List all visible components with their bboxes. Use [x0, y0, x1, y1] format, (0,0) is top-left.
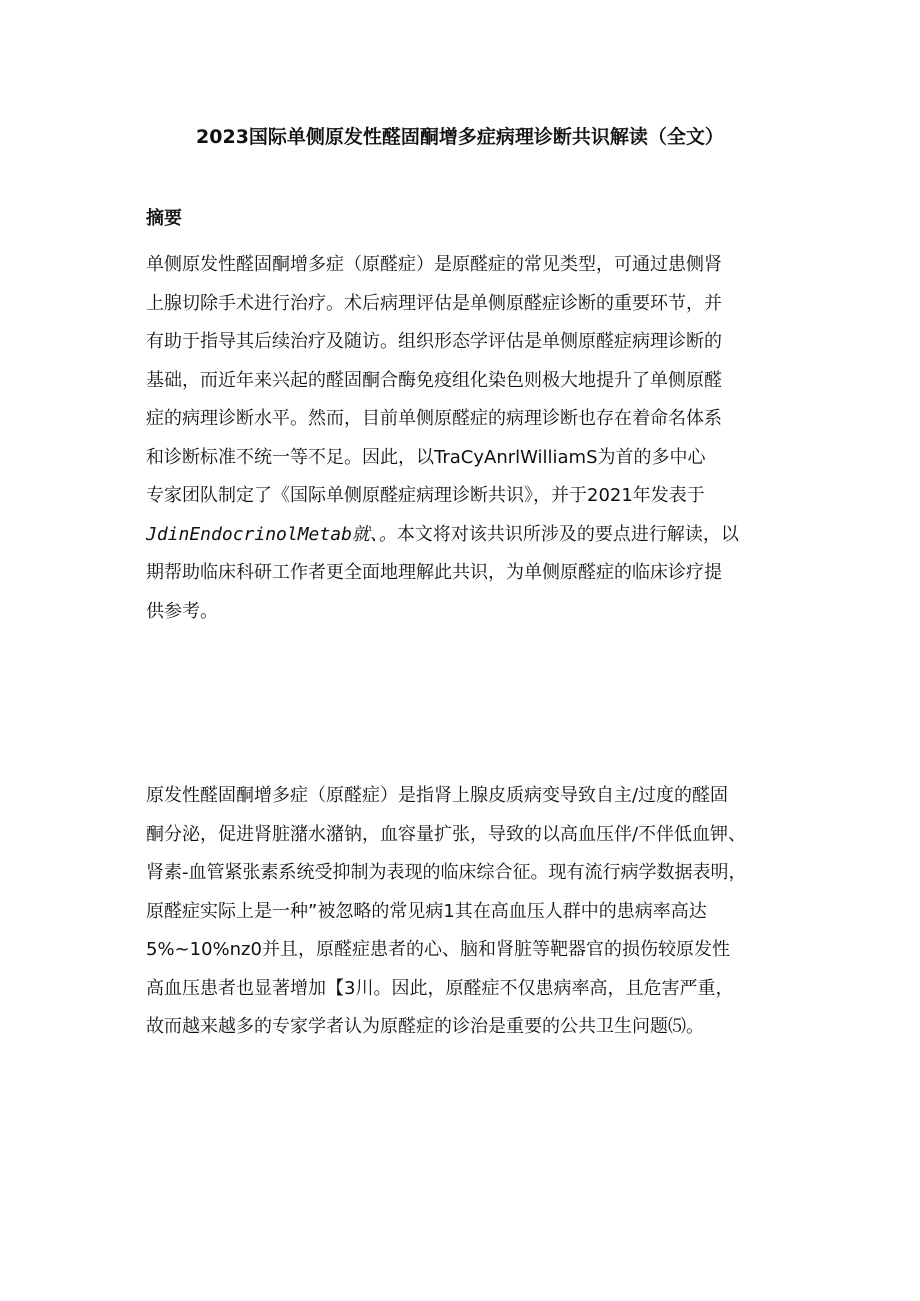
text-line: 5%~10%nz0并且，原醛症患者的心、脑和肾脏等靶器官的损伤较原发性	[146, 939, 730, 960]
abstract-paragraph	[146, 246, 796, 631]
text-line: 肾素-血管紧张素系统受抑制为表现的临床综合征。现有流行病学数据表明，	[146, 862, 747, 883]
text-line-journal	[146, 516, 796, 555]
text-line: 症的病理诊断水平。然而，目前单侧原醛症的病理诊断也存在着命名体系	[146, 408, 722, 429]
text-line: 专家团队制定了《国际单侧原醛症病理诊断共识》，并于2021年发表于	[146, 485, 705, 506]
text-line: 酮分泌，促进肾脏潴水潴钠，血容量扩张，导致的以高血压伴/不伴低血钾、	[146, 823, 747, 845]
text-line: 上腺切除手术进行治疗。术后病理评估是单侧原醛症诊断的重要环节，并	[146, 292, 722, 314]
body-paragraph	[146, 777, 796, 1047]
journal-name: JdinEndocrinolMetab就、。	[146, 523, 397, 545]
text-line: 单侧原发性醛固酮增多症（原醛症）是原醛症的常见类型，可通过患侧肾	[146, 254, 722, 275]
abstract-heading: 摘要	[146, 208, 182, 229]
journal-line-rest: 本文将对该共识所涉及的要点进行解读，以	[396, 523, 739, 545]
text-line: 故而越来越多的专家学者认为原醛症的诊治是重要的公共卫生问题⑸。	[146, 1016, 704, 1037]
text-line: 高血压患者也显著增加【3川。因此，原醛症不仅患病率高，且危害严重，	[146, 977, 734, 999]
text-line: 原醛症实际上是一种”被忽略的常见病1其在高血压人群中的患病率高达	[146, 900, 707, 922]
text-line: 和诊断标准不统一等不足。因此，以TraCyAnrlWilliamS为首的多中心	[146, 446, 706, 468]
text-line: 供参考。	[146, 600, 218, 622]
text-line: 基础，而近年来兴起的醛固酮合酶免疫组化染色则极大地提升了单侧原醛	[146, 369, 722, 391]
text-line: 期帮助临床科研工作者更全面地理解此共识，为单侧原醛症的临床诊疗提	[146, 562, 722, 583]
document-title: 2023国际单侧原发性醛固酮增多症病理诊断共识解读（全文）	[196, 126, 724, 148]
text-line: 有助于指导其后续治疗及随访。组织形态学评估是单侧原醛症病理诊断的	[146, 331, 722, 352]
text-line: 原发性醛固酮增多症（原醛症）是指肾上腺皮质病变导致自主/过度的醛固	[146, 785, 729, 806]
